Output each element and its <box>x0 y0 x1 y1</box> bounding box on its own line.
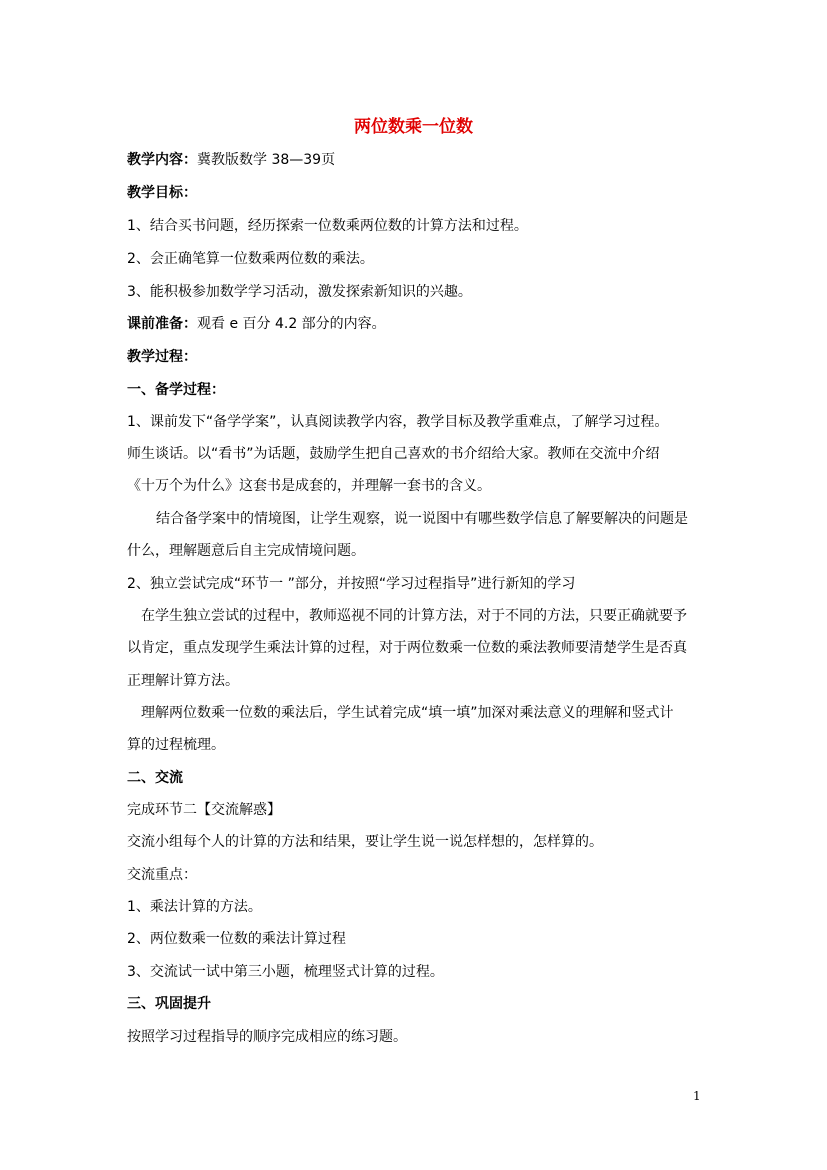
process-heading: 教学过程： <box>127 349 197 365</box>
content-value: 冀教版数学 38—39页 <box>197 152 336 168</box>
paragraph-line: 结合备学案中的情境图，让学生观察，说一说图中有哪些数学信息了解要解决的问题是 <box>156 511 688 527</box>
prep-label: 课前准备： <box>127 316 197 332</box>
paragraph-line: 正理解计算方法。 <box>127 673 239 689</box>
paragraph-line: 在学生独立尝试的过程中，教师巡视不同的计算方法，对于不同的方法，只要正确就要予 <box>141 608 687 624</box>
paragraph-line: 什么，理解题意后自主完成情境问题。 <box>127 543 365 559</box>
section1-heading: 一、备学过程： <box>127 382 225 398</box>
paragraph-line: 2、两位数乘一位数的乘法计算过程 <box>127 931 346 947</box>
paragraph-line: 1、乘法计算的方法。 <box>127 899 262 915</box>
prep-value: 观看 e 百分 4.2 部分的内容。 <box>197 316 386 332</box>
paragraph-line: 师生谈话。以“看书”为话题，鼓励学生把自己喜欢的书介绍给大家。教师在交流中介绍 <box>127 446 660 462</box>
paragraph-line: 以肯定，重点发现学生乘法计算的过程，对于两位数乘一位数的乘法教师要清楚学生是否真 <box>127 640 687 656</box>
paragraph-line: 3、交流试一试中第三小题，梳理竖式计算的过程。 <box>127 964 444 980</box>
paragraph-line: 《十万个为什么》这套书是成套的，并理解一套书的含义。 <box>127 478 491 494</box>
document-title: 两位数乘一位数 <box>354 117 473 137</box>
paragraph-line: 交流重点： <box>127 867 197 883</box>
paragraph-line: 2、独立尝试完成“环节一 ”部分，并按照“学习过程指导”进行新知的学习 <box>127 576 576 592</box>
page-number: 1 <box>693 1089 701 1103</box>
paragraph-line: 按照学习过程指导的顺序完成相应的练习题。 <box>127 1029 407 1045</box>
content-label: 教学内容： <box>127 152 197 168</box>
paragraph-line: 算的过程梳理。 <box>127 737 225 753</box>
goal-1: 1、结合买书问题，经历探索一位数乘两位数的计算方法和过程。 <box>127 218 528 234</box>
paragraph-line: 完成环节二【交流解惑】 <box>127 802 281 818</box>
section3-heading: 三、巩固提升 <box>127 996 211 1012</box>
goals-heading: 教学目标： <box>127 185 197 201</box>
content-line <box>127 150 717 170</box>
paragraph-line: 1、课前发下“备学学案”，认真阅读教学内容，教学目标及教学重难点，了解学习过程。 <box>127 414 669 430</box>
section2-heading: 二、交流 <box>127 770 183 786</box>
paragraph-line: 理解两位数乘一位数的乘法后，学生试着完成“填一填”加深对乘法意义的理解和竖式计 <box>141 705 674 721</box>
prep-line <box>127 314 717 334</box>
goal-3: 3、能积极参加数学学习活动，激发探索新知识的兴趣。 <box>127 284 472 300</box>
goal-2: 2、会正确笔算一位数乘两位数的乘法。 <box>127 251 374 267</box>
paragraph-line: 交流小组每个人的计算的方法和结果，要让学生说一说怎样想的，怎样算的。 <box>127 834 603 850</box>
